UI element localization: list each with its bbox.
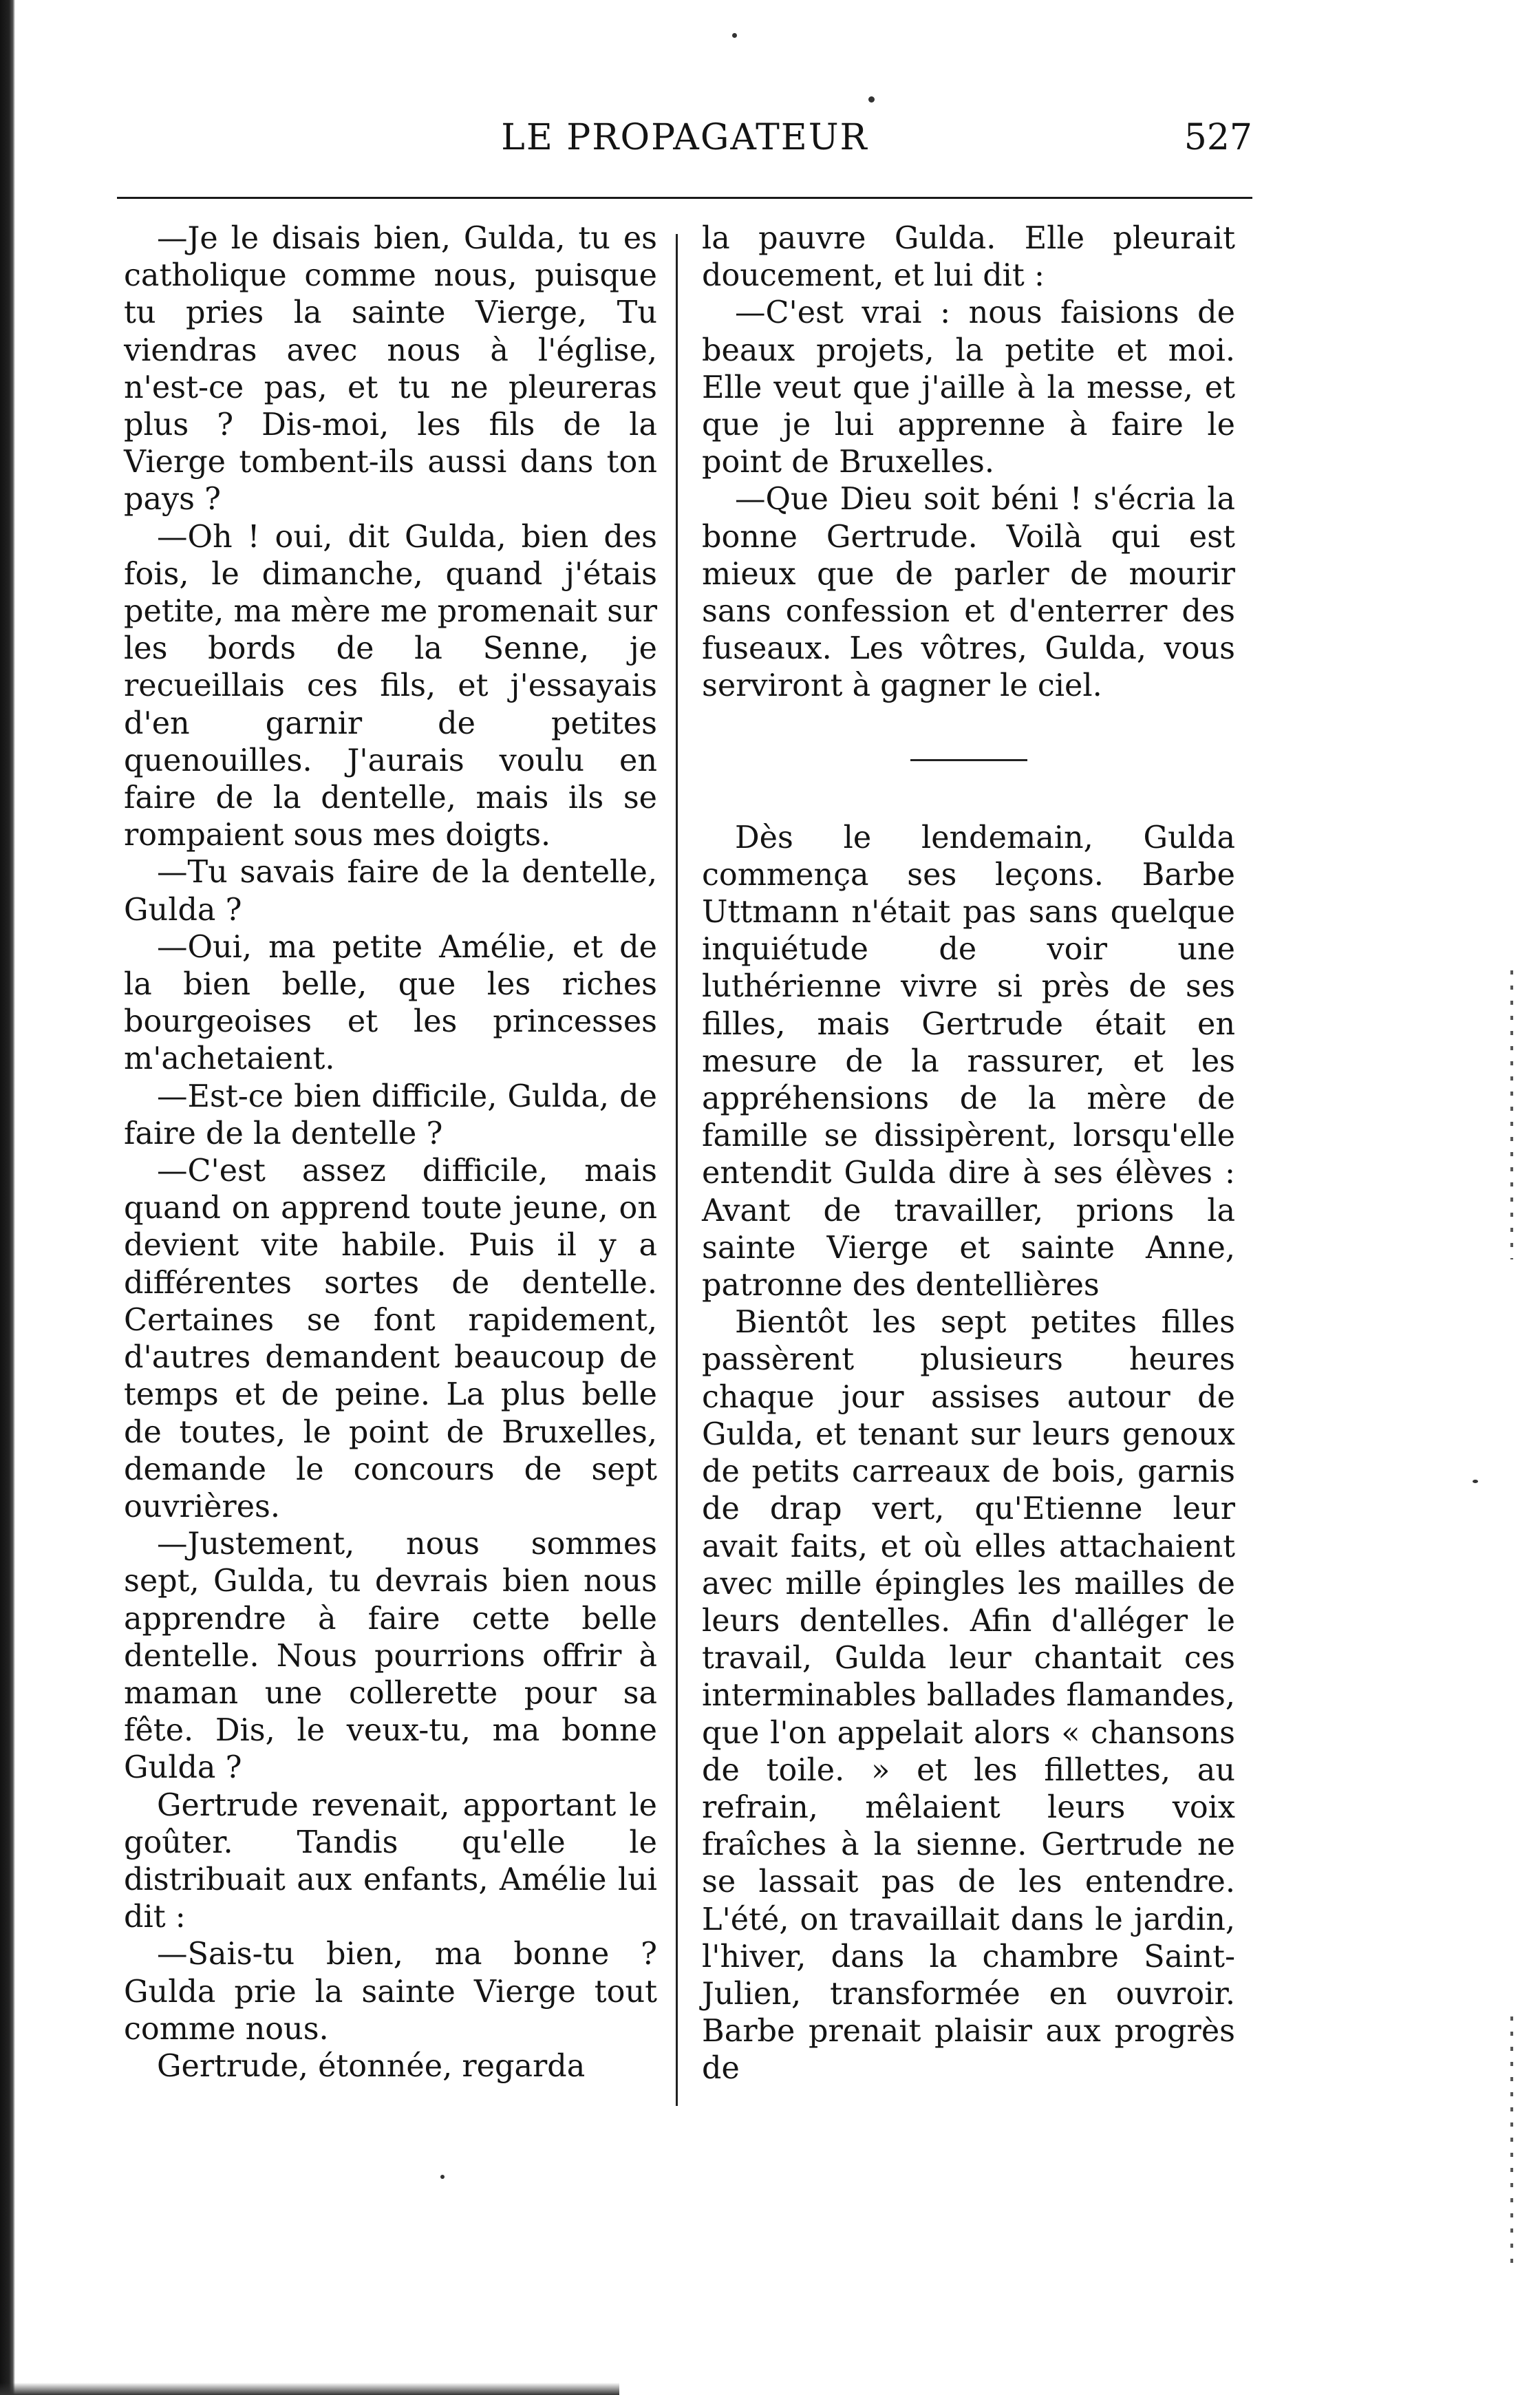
header-rule: [117, 197, 1252, 199]
paragraph: —Sais-tu bien, ma bonne ? Gulda prie la sainte Vierge tout comme nous.: [124, 1937, 657, 2047]
left-column: [124, 220, 657, 2085]
print-speck: [732, 33, 737, 38]
paragraph: Bientôt les sept petites filles passèrent plusieurs heures chaque jour assises autour de Gulda, et tenant sur leurs genoux de petits carreaux de bois, garnis de drap vert, qu'Etienne leur avait faits, et où elles attachaient avec mille épingles les mailles de leurs dentelles. Afin d'alléger le travail, Gulda leur chantait ces interminables ballades flamandes, que l'on appelait alors « chansons de toile. » et les fillettes, au refrain, mêlaient leurs voix fraîches à la sienne. Gertrude ne se lassait pas de les entendre. L'été, on travaillait dans le jardin, l'hiver, dans la chambre Saint-Julien, transformée en ouvroir. Barbe prenait plaisir aux progrès de: [702, 1305, 1235, 2087]
section-break-rule: [910, 759, 1027, 761]
paragraph: —Justement, nous sommes sept, Gulda, tu devrais bien nous apprendre à faire cette belle dentelle. Nous pourrions offrir à maman une collerette pour sa fête. Dis, le veux-tu, ma bonne Gulda ?: [124, 1526, 657, 1786]
print-speck: [440, 2175, 445, 2179]
paragraph: —Tu savais faire de la dentelle, Gulda ?: [124, 855, 657, 928]
paragraph: —C'est vrai : nous faisions de beaux projets, la petite et moi. Elle veut que j'aille à la messe, et que je lui apprenne à faire le point de Bruxelles.: [702, 295, 1235, 480]
paragraph: —Oui, ma petite Amélie, et de la bien belle, que les riches bourgeoises et les princesses m'achetaient.: [124, 929, 657, 1077]
paragraph: la pauvre Gulda. Elle pleurait doucement, et lui dit :: [702, 221, 1235, 294]
paragraph: —Oh ! oui, dit Gulda, bien des fois, le dimanche, quand j'étais petite, ma mère me promenait sur les bords de la Senne, je recueillais ces fils, et j'essayais d'en garnir de petites quenouilles. J'aurais voulu en faire de la dentelle, mais ils se rompaient sous mes doigts.: [124, 519, 657, 853]
scan-binding-edge: [0, 0, 15, 2395]
journal-title: LE PROPAGATEUR: [501, 117, 868, 158]
paragraph: Gertrude revenait, apportant le goûter. Tandis qu'elle le distribuait aux enfants, Amélie lui dit :: [124, 1787, 657, 1935]
column-divider: [676, 234, 678, 2106]
paragraph: Dès le lendemain, Gulda commença ses leçons. Barbe Uttmann n'était pas sans quelque inquiétude de voir une luthérienne vivre si près de ses filles, mais Gertrude était en mesure de la rassurer, et les appréhensions de la mère de famille se dissipèrent, lorsqu'elle entendit Gulda dire à ses élèves : Avant de travailler, prions la sainte Vierge et sainte Anne, patronne des dentellières: [702, 820, 1235, 1303]
paragraph: —Est-ce bien difficile, Gulda, de faire de la dentelle ?: [124, 1078, 657, 1151]
paragraph: Gertrude, étonnée, regarda: [157, 2048, 586, 2084]
print-speck: [1473, 1480, 1478, 1483]
page-number: 527: [1184, 117, 1252, 158]
paragraph: —Que Dieu soit béni ! s'écria la bonne Gertrude. Voilà qui est mieux que de parler de mourir sans confession et d'enterrer des fuseaux. Les vôtres, Gulda, vous serviront à gagner le ciel.: [702, 482, 1235, 704]
print-speck: [868, 96, 875, 103]
right-column: [702, 220, 1235, 2088]
margin-specks: [1510, 970, 1513, 1259]
running-head: [117, 117, 1252, 172]
scan-bottom-edge: [0, 2383, 619, 2395]
margin-specks: [1510, 2016, 1513, 2264]
paragraph: —Je le disais bien, Gulda, tu es catholique comme nous, puisque tu pries la sainte Vierge, Tu viendras avec nous à l'église, n'est-ce pas, et tu ne pleureras plus ? Dis-moi, les fils de la Vierge tombent-ils aussi dans ton pays ?: [124, 221, 657, 518]
paragraph: —C'est assez difficile, mais quand on apprend toute jeune, on devient vite habile. Puis il y a différentes sortes de dentelle. Certaines se font rapidement, d'autres demandent beaucoup de temps et de peine. La plus belle de toutes, le point de Bruxelles, demande le concours de sept ouvrières.: [124, 1153, 657, 1524]
